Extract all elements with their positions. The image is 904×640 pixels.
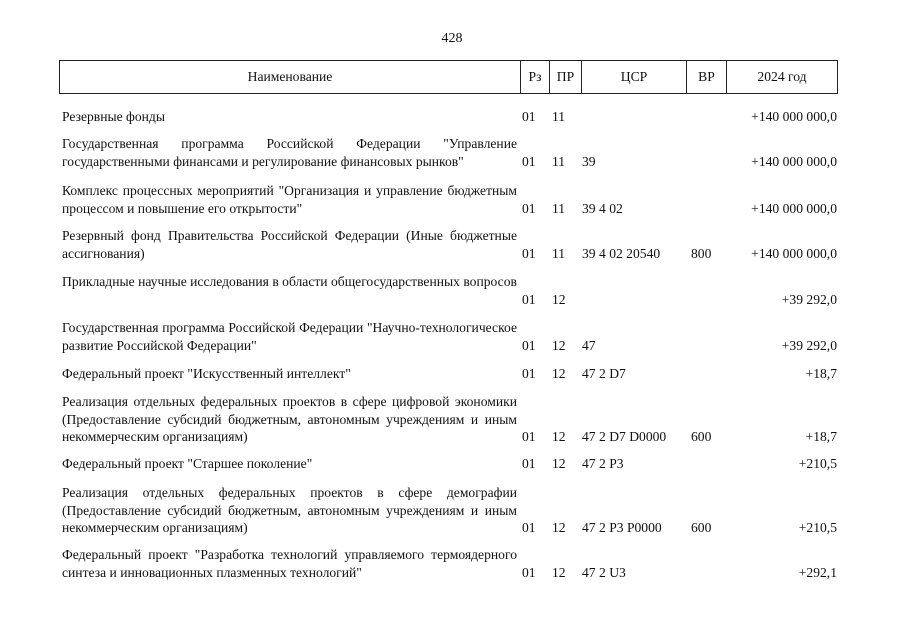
row-rz: 01 [522,337,536,353]
row-value: +140 000 000,0 [751,200,837,216]
header-pr: ПР [549,61,581,93]
page-number: 428 [441,31,463,46]
row-rz: 01 [522,109,536,124]
row-pr: 12 [552,337,566,353]
row-name: Резервный фонд Правительства Российской Федерации (Иные бюджетные ассигнования) [62,228,517,261]
row-csr: 39 4 02 [582,200,623,216]
row-csr: 39 4 02 20540 [582,245,661,261]
row-pr: 12 [552,456,566,471]
row-pr: 11 [552,245,566,261]
row-value: +39 292,0 [781,291,837,307]
row-csr: 47 2 P3 P0000 [582,520,662,535]
row-pr: 11 [552,200,566,216]
row-name: Государственная программа Российской Федерации "Научно-технологическое развитие Российской Федерации" [62,320,517,353]
row-vr: 800 [691,245,712,261]
row-rz: 01 [522,520,536,535]
row-rz: 01 [522,456,536,471]
row-vr: 600 [691,520,712,535]
row-value: +292,1 [798,564,837,580]
row-value: +39 292,0 [781,337,837,353]
row-csr: 47 [582,337,596,353]
row-name: Реализация отдельных федеральных проектов в сфере демографии (Предоставление субсидий бюджетным, автономным учреждениям и иным некоммерческим организациям) [62,485,517,535]
header-year: 2024 год [726,61,837,93]
row-csr: 47 2 P3 [582,456,624,471]
row-name: Резервные фонды [62,109,165,124]
row-name: Федеральный проект "Разработка технологий управляемого термоядерного синтеза и инновационных плазменных технологий" [62,547,517,580]
row-rz: 01 [522,200,536,216]
table-header [59,60,838,94]
header-vr: ВР [686,61,726,93]
row-csr: 47 2 U3 [582,564,626,580]
row-rz: 01 [522,291,536,307]
row-rz: 01 [522,366,536,381]
header-csr: ЦСР [581,61,686,93]
row-pr: 12 [552,291,566,307]
row-value: +140 000 000,0 [751,109,837,124]
row-pr: 11 [552,153,566,169]
row-pr: 11 [552,109,566,124]
row-rz: 01 [522,245,536,261]
row-rz: 01 [522,429,536,444]
row-value: +140 000 000,0 [751,245,837,261]
row-pr: 12 [552,520,566,535]
row-value: +210,5 [798,456,837,471]
row-pr: 12 [552,564,566,580]
row-name: Федеральный проект "Старшее поколение" [62,456,313,471]
header-name: Наименование [247,69,333,84]
row-name: Федеральный проект "Искусственный интеллект" [62,366,351,381]
row-value: +210,5 [798,520,837,535]
header-rz: Рз [520,61,549,93]
row-csr: 39 [582,153,596,169]
row-name: Государственная программа Российской Федерации "Управление государственными финансами и регулирование финансовых рынков" [62,136,517,169]
row-name: Реализация отдельных федеральных проектов в сфере цифровой экономики (Предоставление субсидий бюджетным, автономным учреждениям и иным некоммерческим организациям) [62,394,517,444]
row-rz: 01 [522,564,536,580]
row-value: +18,7 [805,366,837,381]
row-pr: 12 [552,366,566,381]
row-value: +18,7 [805,429,837,444]
row-rz: 01 [522,153,536,169]
row-pr: 12 [552,429,566,444]
row-name: Прикладные научные исследования в области общегосударственных вопросов [62,274,517,289]
row-csr: 47 2 D7 [582,366,626,381]
row-value: +140 000 000,0 [751,153,837,169]
row-csr: 47 2 D7 D0000 [582,429,667,444]
row-vr: 600 [691,429,712,444]
row-name: Комплекс процессных мероприятий "Организация и управление бюджетным процессом и повышение его открытости" [62,183,517,216]
